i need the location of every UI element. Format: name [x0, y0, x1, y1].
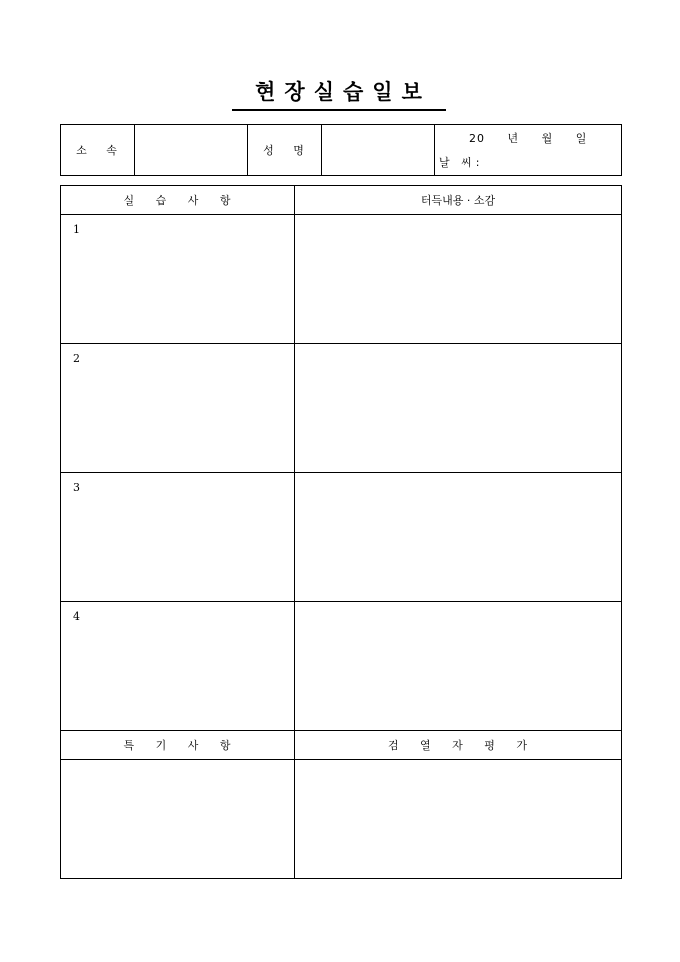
- row-number: 2: [73, 352, 80, 365]
- row-number: 4: [73, 610, 80, 623]
- practice-cell[interactable]: [61, 473, 295, 602]
- row-number: 1: [73, 223, 80, 236]
- practice-cell[interactable]: [61, 344, 295, 473]
- practice-items-header: 실 습 사 항: [61, 186, 295, 215]
- affiliation-field[interactable]: [135, 125, 248, 176]
- notes-cell[interactable]: [295, 473, 622, 602]
- learned-notes-header: 터득내용 · 소감: [295, 186, 622, 215]
- notes-cell[interactable]: [295, 602, 622, 731]
- date-line: 20 년 월 일: [469, 132, 588, 145]
- table-row: [61, 602, 622, 731]
- practice-cell[interactable]: [61, 602, 295, 731]
- special-notes-field[interactable]: [61, 760, 295, 879]
- affiliation-label: 소 속: [61, 125, 135, 176]
- date-weather-cell[interactable]: [435, 125, 622, 176]
- row-number: 3: [73, 481, 80, 494]
- notes-cell[interactable]: [295, 344, 622, 473]
- practice-table: [60, 185, 622, 879]
- name-field[interactable]: [322, 125, 435, 176]
- notes-cell[interactable]: [295, 215, 622, 344]
- inspector-eval-field[interactable]: [295, 760, 622, 879]
- inspector-eval-header: 검 열 자 평 가: [295, 731, 622, 760]
- table-row: [61, 215, 622, 344]
- practice-cell[interactable]: [61, 215, 295, 344]
- table-row: [61, 473, 622, 602]
- weather-label: 날 씨:: [439, 156, 484, 169]
- footer-row: [61, 760, 622, 879]
- name-label: 성 명: [248, 125, 322, 176]
- header-table: [60, 124, 622, 176]
- table-row: [61, 344, 622, 473]
- special-notes-header: 특 기 사 항: [61, 731, 295, 760]
- page-title: 현장실습일보: [232, 79, 446, 111]
